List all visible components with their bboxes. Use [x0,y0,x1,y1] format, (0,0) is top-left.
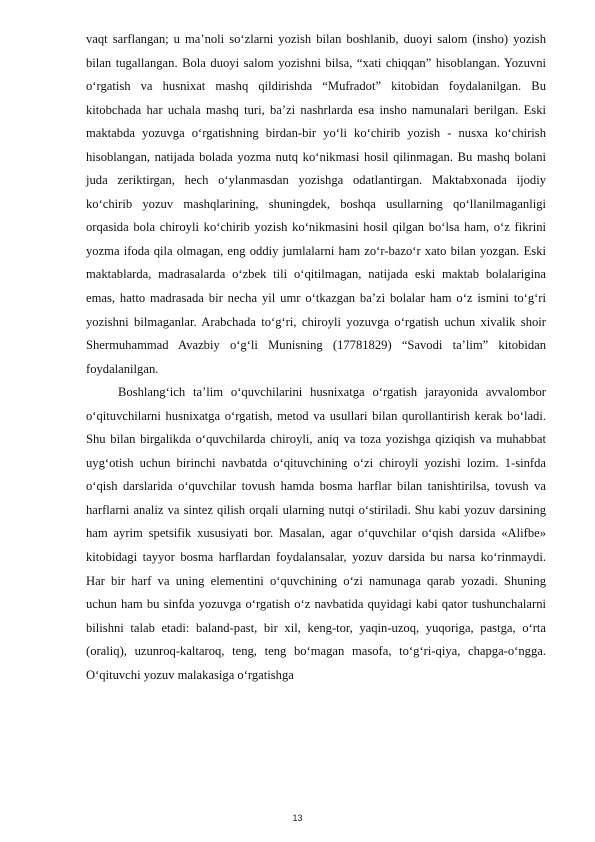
body-paragraph-2: Boshlang‘ich ta’lim o‘quvchilarini husnixatga o‘rgatish jarayonida avvalombor o‘qituvchilarni husnixatga o‘rgatish, metod va usullari bilan qurollantirish kerak bo‘ladi. Shu bilan birgalikda o‘quvchilarda chiroyli, aniq va toza yozishga qiziqish va muhabbat uyg‘otish uchun birinchi navbatda o‘qituvchining o‘zi chiroyli yozishi lozim. 1-sinfda o‘qish darslarida o‘quvchilar tovush hamda bosma harflar bilan tanishtirilsa, tovush va harflarni analiz va sintez qilish orqali ularning nutqi o‘stiriladi. Shu kabi yozuv darsining ham ayrim spetsifik xususiyati bor. Masalan, agar o‘quvchilar o‘qish darsida «Alifbe» kitobidagi tayyor bosma harflardan foydalansalar, yozuv darsida bu narsa ko‘rinmaydi. Har bir harf va uning elementini o‘quvchining o‘zi namunaga qarab yozadi. Shuning uchun ham bu sinfda yozuvga o‘rgatish o‘z navbatida quyidagi kabi qator tushunchalarni bilishni talab etadi: baland-past, bir xil, keng-tor, yaqin-uzoq, yuqoriga, pastga, o‘rta (oraliq), uzunroq-kaltaroq, teng, teng bo‘magan masofa, to‘g‘ri-qiya, chapga-o‘ngga. O‘qituvchi yozuv malakasiga o‘rgatishga [86,385,546,682]
page-number: 13 [292,813,303,823]
body-paragraph-1: vaqt sarflangan; u ma’noli so‘zlarni yozish bilan boshlanib, duoyi salom (insho) yozish bilan tugallangan. Bola duoyi salom yozishni bilsa, “xati chiqqan” hisoblangan. Yozuvni o‘rgatish va husnixat mashq qildirishda “Mufradot” kitobidan foydalanilgan. Bu kitobchada har uchala mashq turi, ba’zi nashrlarda esa insho namunalari berilgan. Eski maktabda yozuvga o‘rgatishning birdan-bir yo‘li ko‘chirib yozish - nusxa ko‘chirish hisoblangan, natijada bolada yozma nutq ko‘nikmasi hosil qilinmagan. Bu mashq bolani juda zeriktirgan, hech o‘ylanmasdan yozishga odatlantirgan. Maktabxonada ijodiy ko‘chirib yozuv mashqlarining, shuningdek, boshqa usullarning qo‘llanilmaganligi orqasida bola chiroyli ko‘chirib yozish ko‘nikmasini hosil qilgan bo‘lsa ham, o‘z fikrini yozma ifoda qila olmagan, eng oddiy jumlalarni ham zo‘r-bazo‘r xato bilan yozgan. Eski maktablarda, madrasalarda o‘zbek tili o‘qitilmagan, natijada eski maktab bolalarigina emas, hatto madrasada bir necha yil umr o‘tkazgan ba’zi bolalar ham o‘z ismini to‘g‘ri yozishni bilmaganlar. Arabchada to‘g‘ri, chiroyli yozuvga o‘rgatish uchun xivalik shoir Shermuhammad Avazbiy o‘g‘li Munisning (17781829) “Savodi ta’lim” kitobidan foydalanilgan. [86,32,546,376]
document-page [86,28,546,687]
